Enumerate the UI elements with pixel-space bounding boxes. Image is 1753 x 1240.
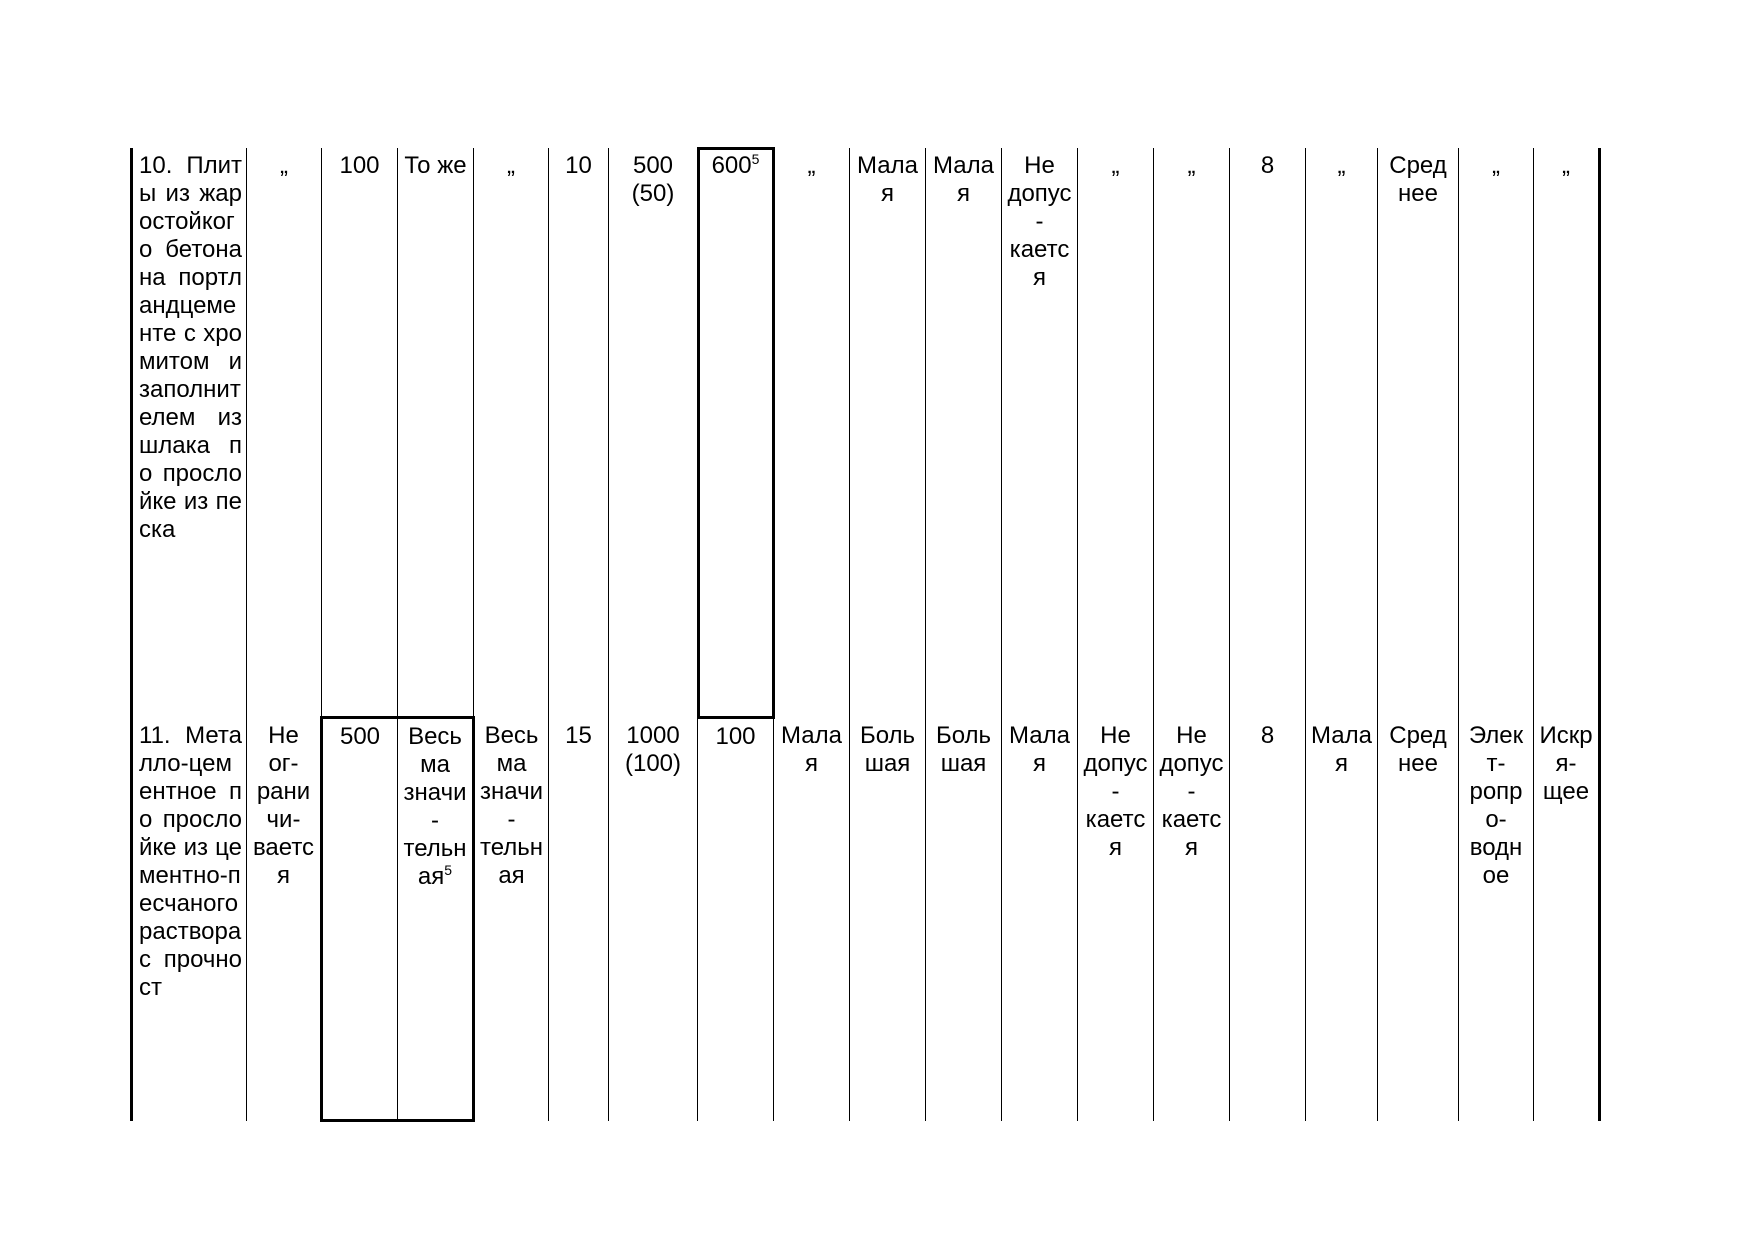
table-cell: „	[247, 148, 322, 718]
table-cell: „	[1459, 148, 1534, 718]
row-material-name: 11. Металло-цементное по прослойке из цементно-песчаного раствора с прочност	[132, 718, 247, 1121]
table-cell: То же	[398, 148, 474, 718]
cell-value: Весь ма значи - тельн ая	[403, 723, 467, 890]
table-cell: 1000 (100)	[609, 718, 698, 1121]
table-cell: 100	[322, 148, 398, 718]
table-row	[132, 148, 1600, 718]
footnote-mark: 5	[751, 151, 760, 167]
table-cell: Не ог- рани чи- ваетс я	[247, 718, 322, 1121]
data-table	[130, 148, 1601, 1122]
footnote-mark: 5	[444, 862, 453, 878]
table-cell: 8	[1230, 718, 1306, 1121]
table-cell-highlighted: 500	[322, 718, 398, 1121]
table-cell: „	[1306, 148, 1378, 718]
table-cell: „	[1078, 148, 1154, 718]
table-cell: Не допус - каетс я	[1078, 718, 1154, 1121]
table-cell: Мала я	[1002, 718, 1078, 1121]
table-cell: Мала я	[926, 148, 1002, 718]
table-cell: Искр я- щее	[1534, 718, 1600, 1121]
table-cell: Сред нее	[1378, 718, 1459, 1121]
table-cell: Весь ма значи - тельн ая	[474, 718, 549, 1121]
table-cell: „	[774, 148, 850, 718]
table-cell: Мала я	[774, 718, 850, 1121]
table-cell: 500 (50)	[609, 148, 698, 718]
table-cell: 100	[698, 718, 774, 1121]
table-cell: 8	[1230, 148, 1306, 718]
table-cell: Мала я	[1306, 718, 1378, 1121]
table-cell: „	[474, 148, 549, 718]
table-cell: Боль шая	[850, 718, 926, 1121]
table-row	[132, 718, 1600, 1121]
table-cell: 10	[549, 148, 609, 718]
table-cell: Элек т- ропр о- водн ое	[1459, 718, 1534, 1121]
table-cell: „	[1154, 148, 1230, 718]
table-cell-highlighted	[698, 148, 774, 718]
table-cell: 15	[549, 718, 609, 1121]
row-material-name: 10. Плиты из жаростойкого бетона на портландцементе с хромитом и заполнителем из шлака по прослойке из песка	[132, 148, 247, 718]
table-cell: Не допус - каетс я	[1154, 718, 1230, 1121]
table-cell: Не допус- каетс я	[1002, 148, 1078, 718]
table-cell-highlighted	[398, 718, 474, 1121]
table-cell: Сред нее	[1378, 148, 1459, 718]
table-cell: „	[1534, 148, 1600, 718]
cell-value: 600	[711, 152, 752, 179]
table-cell: Боль шая	[926, 718, 1002, 1121]
table-cell: Мала я	[850, 148, 926, 718]
